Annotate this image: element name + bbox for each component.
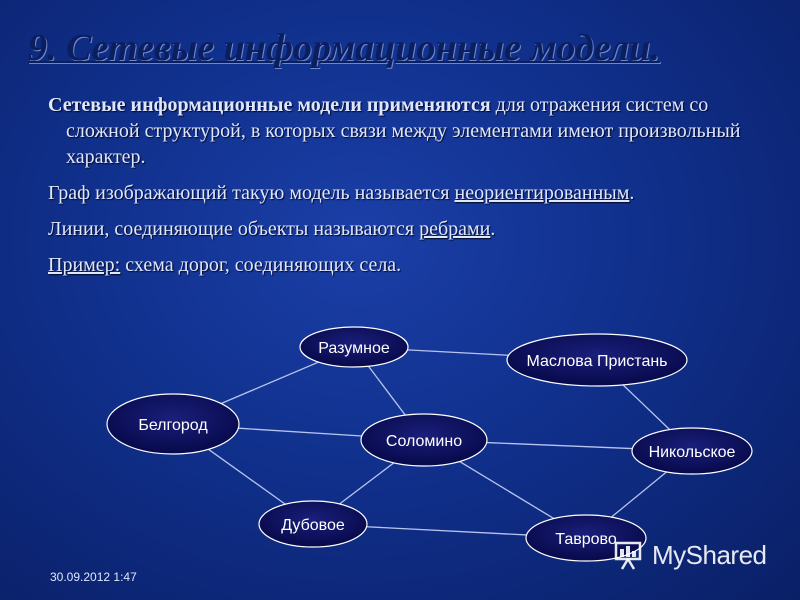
slide-date: 30.09.2012 1:47 [50, 570, 137, 584]
node-maslova [507, 334, 687, 386]
edge-razumnoe-maslova [407, 350, 508, 355]
node-dubovoe [259, 501, 367, 547]
edge-solomino-nikolskoe [487, 443, 633, 449]
node-label-belgorod: Белгород [138, 417, 208, 434]
slide-title: 9. Сетевые информационные модели. [28, 27, 660, 69]
example-label: Пример: [48, 254, 121, 276]
paragraph-1-bold: Сетевые информационные модели применяются [48, 94, 491, 116]
presentation-icon [610, 537, 646, 573]
paragraph-3-pre: Линии, соединяющие объекты называются [48, 218, 420, 240]
logo-text: MyShared [652, 539, 767, 570]
edge-maslova-nikolskoe [623, 385, 670, 430]
node-label-dubovoe: Дубовое [281, 517, 345, 534]
node-solomino [361, 414, 487, 466]
edge-belgorod-dubovoe [208, 449, 285, 504]
paragraph-3-post: . [490, 218, 496, 240]
node-label-tavrovo: Таврово [555, 531, 617, 548]
edge-nikolskoe-tavrovo [611, 472, 666, 517]
node-razumnoe [300, 327, 408, 367]
node-label-nikolskoe: Никольское [648, 444, 736, 461]
paragraph-2-post: . [629, 182, 635, 204]
edge-solomino-dubovoe [339, 463, 393, 504]
edge-dubovoe-tavrovo [367, 527, 527, 535]
node-label-solomino: Соломино [385, 433, 463, 450]
term-edges: ребрами [419, 218, 491, 240]
node-label-razumnoe: Разумное [318, 340, 390, 357]
edge-belgorod-solomino [238, 428, 361, 436]
node-label-maslova: Маслова Пристань [526, 353, 668, 370]
paragraph-4-rest: схема дорог, соединяющих села. [120, 254, 402, 276]
node-belgorod [107, 394, 239, 454]
term-undirected: неориентированным [454, 182, 630, 204]
paragraph-1-rest: для отражения систем со сложной структурой, в которых связи между элементами имеют произвольный характер. [66, 94, 741, 168]
node-nikolskoe [632, 428, 752, 474]
myshared-logo [610, 535, 767, 575]
paragraph-2-pre: Граф изображающий такую модель называется [48, 182, 455, 204]
edge-razumnoe-solomino [369, 366, 406, 415]
graph-nodes [107, 327, 752, 561]
edge-solomino-tavrovo [460, 461, 554, 518]
edge-razumnoe-belgorod [221, 362, 318, 403]
